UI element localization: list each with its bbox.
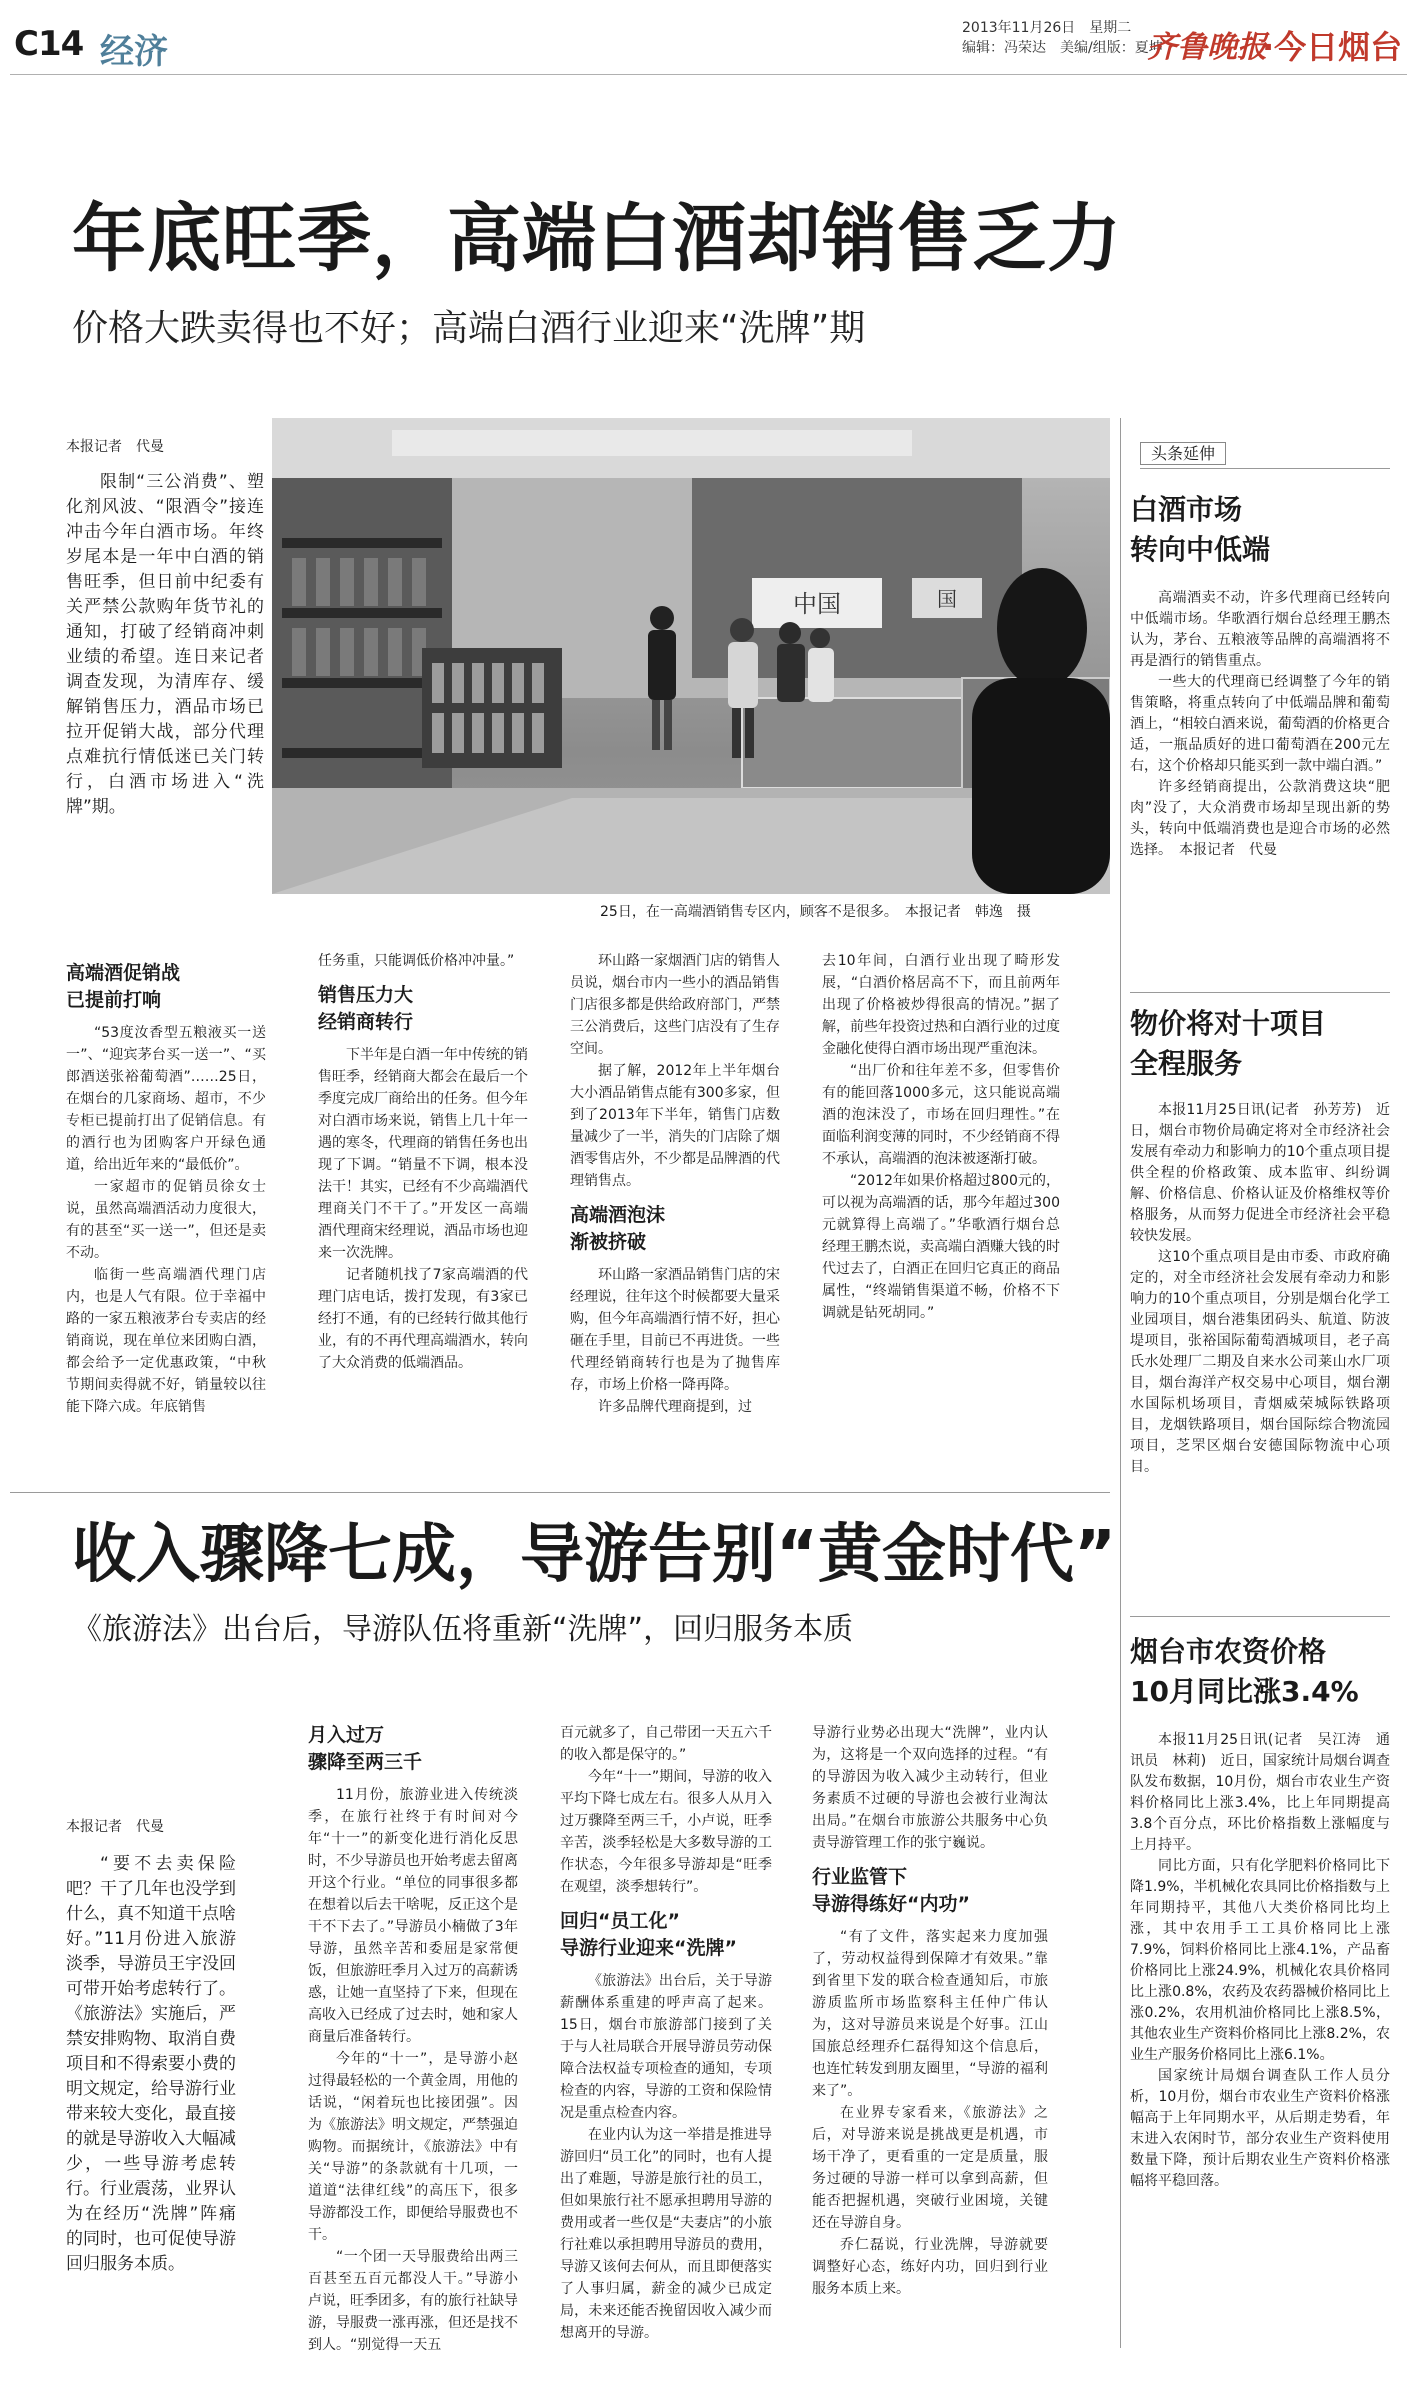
section-name: 经济 <box>100 32 168 72</box>
story1-column-2 <box>318 950 528 1498</box>
editor-line: 编辑：冯荣达 美编/组版：夏坤 <box>962 40 1163 56</box>
shop-sign: 中国 <box>793 590 841 618</box>
story2-col3-subhead: 行业监管下 导游得练好“内功” <box>812 1866 970 1915</box>
story2-col2-para: 在业内认为这一举措是推进导游回归“员工化”的同时，也有人提出了难题，导游是旅行社的员工，但如果旅行社不愿承担聘用导游的费用或者一些仅是“夫妻店”的小旅行社难以承担聘用导游员的费用，导游又该何去何从，而且即便落实了人事归属，薪金的减少已成定局，未来还能否挽留因收入减少而想离开的导游。 <box>560 2127 772 2341</box>
story1-col3-para: 环山路一家烟酒门店的销售人员说，烟台市内一些小的酒品销售门店很多都是供给政府部门，严禁三公消费后，这些门店没有了生存空间。 <box>570 953 780 1057</box>
sidebar-item2-para: 本报11月25日讯(记者 孙芳芳) 近日，烟台市物价局确定将对全市经济社会发展有牵动力和影响力的10个重点项目提供全程的价格政策、成本监审、纠纷调解、价格信息、价格认证及价格维权等价格服务，从而努力促进全市经济社会平稳较快发展。 <box>1130 1102 1390 1244</box>
story1-col4-para: “出厂价和往年差不多，但零售价有的能回落1000多元，这只能说高端酒的泡沫没了，市场在回归理性。”在面临利润变薄的同时，不少经销商不得不承认，高端酒的泡沫被逐渐打破。 <box>822 1063 1060 1167</box>
story1-column-4 <box>822 950 1060 1498</box>
story2-byline: 本报记者 代曼 <box>66 1819 164 1835</box>
story2-lead-text: “要不去卖保险吧？干了几年也没学到什么，真不知道干点啥好。”11月份进入旅游淡季，导游员王宇没回可带开始考虑转行了。《旅游法》实施后，严禁安排购物、取消自费项目和不得索要小费的明文规定，给导游行业带来较大变化，最直接的就是导游收入大幅减少，一些导游考虑转行。行业震荡，业界认为在经历“洗牌”阵痛的同时，也可促使导游回归服务本质。 <box>66 1854 236 2274</box>
story2-col3-para: “有了文件，落实起来力度加强了，劳动权益得到保障才有效果。”靠到省里下发的联合检查通知后，市旅游质监所市场监察科主任仲广伟认为，这对导游员来说是个好事。江山国旅总经理乔仁磊得知这个信息后，也连忙转发到朋友圈里，“导游的福利来了”。 <box>812 1929 1048 2099</box>
story1-col2-subhead: 销售压力大 经销商转行 <box>318 984 414 1033</box>
sidebar-item1-body <box>1130 588 1390 978</box>
story1-byline: 本报记者 代曼 <box>66 439 164 455</box>
paper-edition: ·今日烟台 <box>1262 28 1403 66</box>
story2-subhead: 《旅游法》出台后，导游队伍将重新“洗牌”，回归服务本质 <box>72 1612 854 1647</box>
story1-headline: 年底旺季，高端白酒却销售乏力 <box>72 196 1122 282</box>
sidebar-item3-body <box>1130 1730 1390 2360</box>
right-sign: 国 <box>937 587 957 611</box>
story1-col2-para: 下半年是白酒一年中传统的销售旺季，经销商大都会在最后一个季度完成厂商给出的任务。但今年对白酒市场来说，销售上几十年一遇的寒冬，代理商的销售任务也出现了下调。“销量不下调，根本没法干！其实，已经有不少高端酒代理商关门不干了。”开发区一高端酒代理商宋经理说，酒品市场也迎来一次洗牌。 <box>318 1047 528 1261</box>
liquor-store-illustration <box>272 418 1110 894</box>
story2-lead <box>66 1852 236 2302</box>
paper-logo: 齐鲁晚报 <box>1147 30 1267 65</box>
story1-col1-para: 临街一些高端酒代理门店内，也是人气有限。位于幸福中路的一家五粮液茅台专卖店的经销商说，现在单位来团购白酒，都会给予一定优惠政策，“中秋节期间卖得就不好，销量较以往能下降六成。年底销售 <box>66 1267 266 1415</box>
story2-column-1 <box>308 1722 518 2362</box>
sidebar-item1-para: 一些大的代理商已经调整了今年的销售策略，将重点转向了中低端品牌和葡萄酒上，“相较白酒来说，葡萄酒的价格更合适，一瓶品质好的进口葡萄酒在200元左右，这个价格却只能买到一款中端白酒。” <box>1130 674 1390 774</box>
photo-caption: 25日，在一高端酒销售专区内，顾客不是很多。 本报记者 韩逸 摄 <box>600 904 1031 920</box>
page-number: C14 <box>14 24 84 64</box>
story1-lead-text: 限制“三公消费”、塑化剂风波、“限酒令”接连冲击今年白酒市场。年终岁尾本是一年中白酒的销售旺季，但日前中纪委有关严禁公款购年货节礼的通知，打破了经销商冲刺业绩的希望。连日来记者调查发现，为清库存、缓解销售压力，酒品市场已拉开促销大战，部分代理点难抗行情低迷已关门转行，白酒市场进入“洗牌”期。 <box>66 472 264 817</box>
story1-photo <box>272 418 1110 894</box>
sidebar-rule <box>1130 992 1390 993</box>
story2-col3-para: 导游行业势必出现大“洗牌”，业内认为，这将是一个双向选择的过程。“有的导游因为收入减少主动转行，但业务素质不过硬的导游也会被行业淘汰出局。”在烟台市旅游公共服务中心负责导游管理工作的张宁巍说。 <box>812 1725 1048 1851</box>
story1-col2-para: 任务重，只能调低价格冲冲量。” <box>318 953 515 969</box>
sidebar-item3-para: 本报11月25日讯(记者 吴江涛 通讯员 林莉) 近日，国家统计局烟台调查队发布数据，10月份，烟台市农业生产资料价格同比上涨3.4%，比上年同期提高3.8个百分点，环比价格指数上涨幅度与上月持平。 <box>1130 1732 1390 1853</box>
sidebar-item1-headline: 白酒市场 转向中低端 <box>1130 493 1271 566</box>
story1-column-3 <box>570 950 780 1498</box>
story1-col3-subhead: 高端酒泡沫 渐被挤破 <box>570 1204 666 1253</box>
story2-col1-para: 今年的“十一”，是导游小赵过得最轻松的一个黄金周，用他的话说，“闲着玩也比接团强”。因为《旅游法》明文规定，严禁强迫购物。而据统计，《旅游法》中有关“导游”的条款就有十几项，一道道“法律红线”的高压下，很多导游都没工作，即便给导服费也不干。 <box>308 2051 518 2243</box>
sidebar-item1-para: 许多经销商提出，公款消费这块“肥肉”没了，大众消费市场却呈现出新的势头，转向中低端消费也是迎合市场的必然选择。 本报记者 代曼 <box>1130 779 1390 858</box>
story2-col2-para: 百元就多了，自己带团一天五六千的收入都是保守的。” <box>560 1725 772 1763</box>
date-line: 2013年11月26日 星期二 <box>962 20 1132 36</box>
story1-col3-para: 据了解，2012年上半年烟台大小酒品销售点能有300多家，但到了2013年下半年，销售门店数量减少了一半，消失的门店除了烟酒零售店外，不少都是品牌酒的代理销售点。 <box>570 1063 780 1189</box>
story1-lead <box>66 470 264 880</box>
story2-col3-para: 乔仁磊说，行业洗牌，导游就要调整好心态，练好内功，回归到行业服务本质上来。 <box>812 2237 1048 2297</box>
story2-headline: 收入骤降七成，导游告别“黄金时代” <box>72 1518 1117 1592</box>
story1-col3-para: 环山路一家酒品销售门店的宋经理说，往年这个时候都要大量采购，但今年高端酒行情不好，担心砸在手里，目前已不再进货。一些代理经销商转行也是为了抛售库存，市场上价格一降再降。 <box>570 1267 780 1393</box>
story2-col2-subhead: 回归“员工化” 导游行业迎来“洗牌” <box>560 1910 737 1959</box>
story2-col2-para: 《旅游法》出台后，关于导游薪酬体系重建的呼声高了起来。15日，烟台市旅游部门接到了关于与人社局联合开展导游员劳动保障合法权益专项检查的通知，专项检查的内容，导游的工资和保险情况是重点检查内容。 <box>560 1973 772 2121</box>
sidebar-item2-body <box>1130 1100 1390 1598</box>
story2-col1-para: 11月份，旅游业进入传统淡季，在旅行社终于有时间对今年“十一”的新变化进行消化反思时，不少导游员也开始考虑去留离开这个行业。“单位的同事很多都在想着以后去干啥呢，反正这个是干不下去了。”导游员小楠做了3年导游，虽然辛苦和委屈是家常便饭，但旅游旺季月入过万的高薪诱惑，让她一直坚持了下来，但现在高收入已经成了过去时，她和家人商量后准备转行。 <box>308 1787 518 2045</box>
sidebar-item3-headline: 烟台市农资价格 10月同比涨3.4% <box>1130 1635 1359 1708</box>
story1-col1-para: “53度汝香型五粮液买一送一”、“迎宾茅台买一送一”、“买郎酒送张裕葡萄酒”……25日，在烟台的几家商场、超市，不少专柜已提前打出了促销信息。有的酒行也为团购客户开绿色通道，给出近年来的“最低价”。 <box>66 1025 266 1173</box>
sidebar-item1-para: 高端酒卖不动，许多代理商已经转向中低端市场。华歌酒行烟台总经理王鹏杰认为，茅台、五粮液等品牌的高端酒将不再是酒行的销售重点。 <box>1130 590 1390 669</box>
story1-col3-para: 许多品牌代理商提到，过 <box>598 1399 752 1415</box>
sidebar-divider <box>1120 418 1121 2348</box>
story2-column-3 <box>812 1722 1048 2362</box>
sidebar-rule <box>1130 1616 1390 1617</box>
story2-col2-para: 今年“十一”期间，导游的收入平均下降七成左右。很多人从月入过万骤降至两三千，小卢说，旺季辛苦，淡季轻松是大多数导游的工作状态，今年很多导游却是“旺季在观望，淡季想转行”。 <box>560 1769 772 1895</box>
story1-subhead: 价格大跌卖得也不好；高端白酒行业迎来“洗牌”期 <box>72 308 866 349</box>
sidebar-item3-para: 国家统计局烟台调查队工作人员分析，10月份，烟台市农业生产资料价格涨幅高于上年同期水平，从后期走势看，年末进入农闲时节，部分农业生产资料使用数量下降，预计后期农业生产资料价格涨幅将平稳回落。 <box>1130 2068 1390 2189</box>
top-rule <box>10 74 1407 75</box>
story1-col2-para: 记者随机找了7家高端酒的代理门店电话，拨打发现，有3家已经打不通，有的已经转行做其他行业，有的不再代理高端酒水，转向了大众消费的低端酒品。 <box>318 1267 528 1371</box>
section-rule <box>10 1492 1110 1493</box>
sidebar-tag <box>1140 441 1390 469</box>
sidebar-item3-para: 同比方面，只有化学肥料价格同比下降1.9%，半机械化农具同比价格指数与上年同期持平，其他八大类价格同比均上涨，其中农用手工工具价格同比上涨7.9%，饲料价格同比上涨4.1%，产品畜价格同比上涨24.9%，机械化农具价格同比上涨0.8%，农药及农药器械价格同比上涨0.2%，农用机油价格同比上涨8.5%，其他农业生产资料价格同比上涨8.2%，农业生产服务价格同比上涨6.1%。 <box>1130 1858 1390 2063</box>
story1-column-1 <box>66 950 266 1498</box>
story1-col4-para: 去10年间，白酒行业出现了畸形发展，“白酒价格居高不下，而且前两年出现了价格被炒得很高的情况。”据了解，前些年投资过热和白酒行业的过度金融化使得白酒市场出现严重泡沫。 <box>822 953 1060 1057</box>
story2-col1-para: “一个团一天导服费给出两三百甚至五百元都没人干。”导游小卢说，旺季团多，有的旅行社缺导游，导服费一涨再涨，但还是找不到人。“别觉得一天五 <box>308 2249 518 2353</box>
story1-col1-para: 一家超市的促销员徐女士说，虽然高端酒活动力度很大，有的甚至“买一送一”，但还是卖不动。 <box>66 1179 266 1261</box>
sidebar-item2-headline: 物价将对十项目 全程服务 <box>1130 1007 1327 1080</box>
story1-col1-subhead: 高端酒促销战 已提前打响 <box>66 962 181 1011</box>
story1-col4-para: “2012年如果价格超过800元的，可以视为高端酒的话，那今年超过300元就算得上高端了。”华歌酒行烟台总经理王鹏杰说，卖高端白酒赚大钱的时代过去了，白酒正在回归它真正的商品属性，“终端销售渠道不畅，价格不下调就是钻死胡同。” <box>822 1173 1060 1321</box>
masthead-meta <box>962 18 1163 58</box>
story2-col1-subhead: 月入过万 骤降至两三千 <box>308 1724 423 1773</box>
sidebar-item2-para: 这10个重点项目是由市委、市政府确定的，对全市经济社会发展有牵动力和影响力的10个重点项目，分别是烟台化学工业园项目，烟台港集团码头、航道、防波堤项目，张裕国际葡萄酒城项目，老子高氏水处理厂二期及自来水公司莱山水厂项目，烟台海洋产权交易中心项目，烟台潮水国际机场项目，青烟威荣城际铁路项目，龙烟铁路项目，烟台国际综合物流园项目，芝罘区烟台安德国际物流中心项目。 <box>1130 1249 1390 1475</box>
story2-col3-para: 在业界专家看来，《旅游法》之后，对导游来说是挑战更是机遇，市场干净了，更看重的一定是质量，服务过硬的导游一样可以拿到高薪，但能否把握机遇，突破行业困境，关键还在导游自身。 <box>812 2105 1048 2231</box>
sidebar-tag-label: 头条延伸 <box>1140 442 1226 465</box>
story2-column-2 <box>560 1722 772 2362</box>
